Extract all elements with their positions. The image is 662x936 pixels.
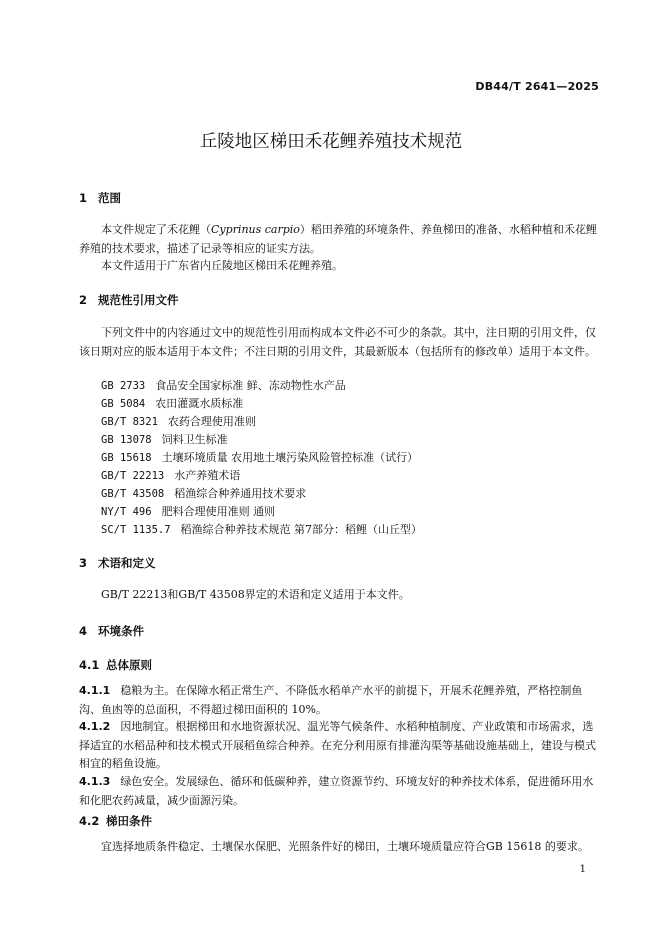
terms-paragraph: GB/T 22213和GB/T 43508界定的术语和定义适用于本文件。 [101,588,410,601]
reference-item: GB 5084 农田灌溉水质标准 [101,397,244,410]
reference-item: GB 13078 饲料卫生标准 [101,433,228,446]
document-title: 丘陵地区梯田禾花鲤养殖技术规范 [199,132,463,152]
subsection-4-1-heading [79,657,152,673]
clause-4-1-1: 4.1.1 稳粮为主。在保障水稻正常生产、不降低水稻单产水平的前提下，开展禾花鲤养殖，严格控制鱼沟、鱼凼等的总面积，不得超过梯田面积的 10%。 [79,684,583,716]
reference-item: GB/T 22213 水产养殖术语 [101,469,241,482]
section-1-heading [79,190,121,206]
scientific-name: Cyprinus carpio [211,223,300,236]
reference-item: SC/T 1135.7 稻渔综合种养技术规范 第7部分：稻鲤（山丘型） [101,523,423,536]
clause-4-1-3: 4.1.3 绿色安全。发展绿色、循环和低碳种养，建立资源节约、环境友好的种养技术体系，促进循环用水和化肥农药减量，减少面源污染。 [79,775,594,807]
clause-4-1-2: 4.1.2 因地制宜。根据梯田和水地资源状况、温光等气候条件、水稻种植制度、产业政策和市场需求，选择适宜的水稻品种和技术模式开展稻鱼综合种养。在充分利用原有排灌沟渠等基础设施基础上，建设与模式相宜的稻鱼设施。 [79,720,596,770]
subsection-4-2-heading [79,813,152,829]
reference-item: GB/T 8321 农药合理使用准则 [101,415,256,428]
section-2-heading [79,292,179,308]
section-title: 术语和定义 [98,556,156,570]
references-intro: 下列文件中的内容通过文中的规范性引用而构成本文件必不可少的条款。其中，注日期的引用文件，仅该日期对应的版本适用于本文件；不注日期的引用文件，其最新版本（包括所有的修改单）适用于本文件。 [79,326,596,358]
section-3-heading [79,555,156,571]
section-number: 3 [79,556,88,570]
section-number: 2 [79,293,88,307]
section-title: 范围 [98,191,121,205]
standard-code: DB44/T 2641—2025 [475,80,599,93]
terrace-conditions-paragraph: 宜选择地质条件稳定、土壤保水保肥、光照条件好的梯田，土壤环境质量应符合GB 15618 的要求。 [101,840,589,853]
scope-paragraph-2: 本文件适用于广东省内丘陵地区梯田禾花鲤养殖。 [101,259,343,272]
reference-item: GB 2733 食品安全国家标准 鲜、冻动物性水产品 [101,379,346,392]
page-number: 1 [579,864,586,875]
section-title: 规范性引用文件 [98,293,179,307]
section-title: 环境条件 [98,624,144,638]
reference-item: GB/T 43508 稻渔综合种养通用技术要求 [101,487,307,500]
scope-paragraph-1: 本文件规定了禾花鲤（Cyprinus carpio）稻田养殖的环境条件、养鱼梯田的准备、水稻种植和禾花鲤养殖的技术要求，描述了记录等相应的证实方法。 [79,223,597,255]
reference-item: GB 15618 土壤环境质量 农用地土壤污染风险管控标准（试行） [101,451,419,464]
subsection-number: 4.1 [79,658,100,672]
subsection-number: 4.2 [79,814,100,828]
section-number: 1 [79,191,88,205]
reference-item: NY/T 496 肥料合理使用准则 通则 [101,505,276,518]
subsection-title: 总体原则 [106,658,152,672]
subsection-title: 梯田条件 [106,814,152,828]
section-4-heading [79,623,144,639]
section-number: 4 [79,624,88,638]
